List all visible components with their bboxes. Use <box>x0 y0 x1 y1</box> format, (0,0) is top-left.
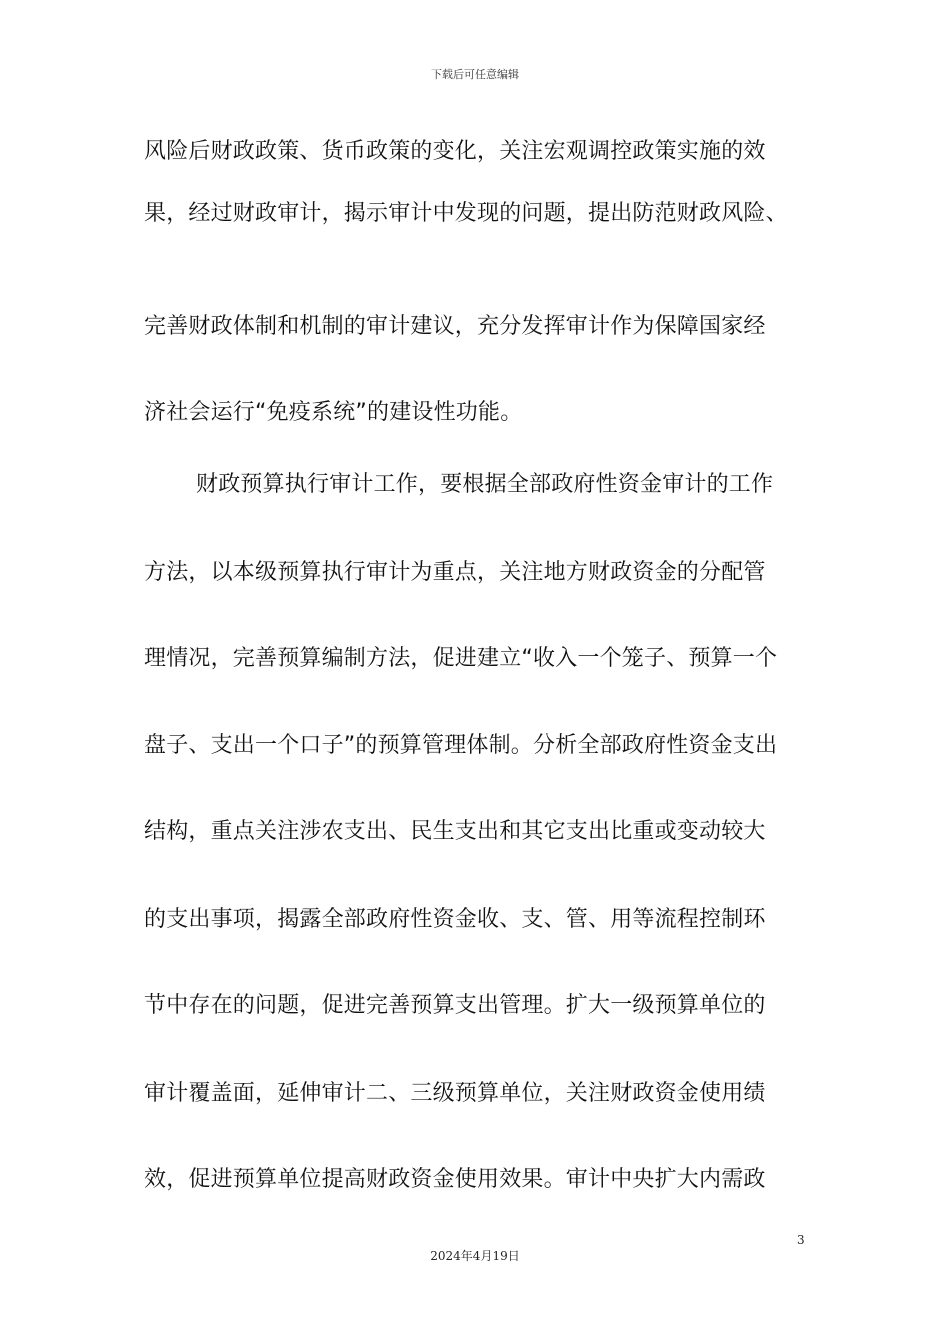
text-line: 济社会运行“免疫系统”的建设性功能。 <box>144 400 523 425</box>
text-line: 果，经过财政审计，揭示审计中发现的问题，提出防范财政风险、 <box>144 201 788 226</box>
footer-date: 2024年4月19日 <box>430 1249 520 1263</box>
page-number: 3 <box>797 1233 805 1247</box>
text-line: 效，促进预算单位提高财政资金使用效果。审计中央扩大内需政 <box>144 1167 766 1192</box>
text-line: 审计覆盖面，延伸审计二、三级预算单位，关注财政资金使用绩 <box>144 1081 766 1106</box>
text-line: 风险后财政政策、货币政策的变化，关注宏观调控政策实施的效 <box>144 139 766 164</box>
text-line: 理情况，完善预算编制方法，促进建立“收入一个笼子、预算一个 <box>144 646 778 671</box>
text-line: 结构，重点关注涉农支出、民生支出和其它支出比重或变动较大 <box>144 819 766 844</box>
text-line: 的支出事项，揭露全部政府性资金收、支、管、用等流程控制环 <box>144 907 766 932</box>
paragraph-first-line: 财政预算执行审计工作，要根据全部政府性资金审计的工作 <box>196 472 774 497</box>
text-line: 完善财政体制和机制的审计建议，充分发挥审计作为保障国家经 <box>144 314 766 339</box>
text-line: 方法，以本级预算执行审计为重点，关注地方财政资金的分配管 <box>144 560 766 585</box>
page-header: 下载后可任意编辑 <box>431 68 519 81</box>
text-line: 盘子、支出一个口子”的预算管理体制。分析全部政府性资金支出 <box>144 733 778 758</box>
text-line: 节中存在的问题，促进完善预算支出管理。扩大一级预算单位的 <box>144 993 766 1018</box>
